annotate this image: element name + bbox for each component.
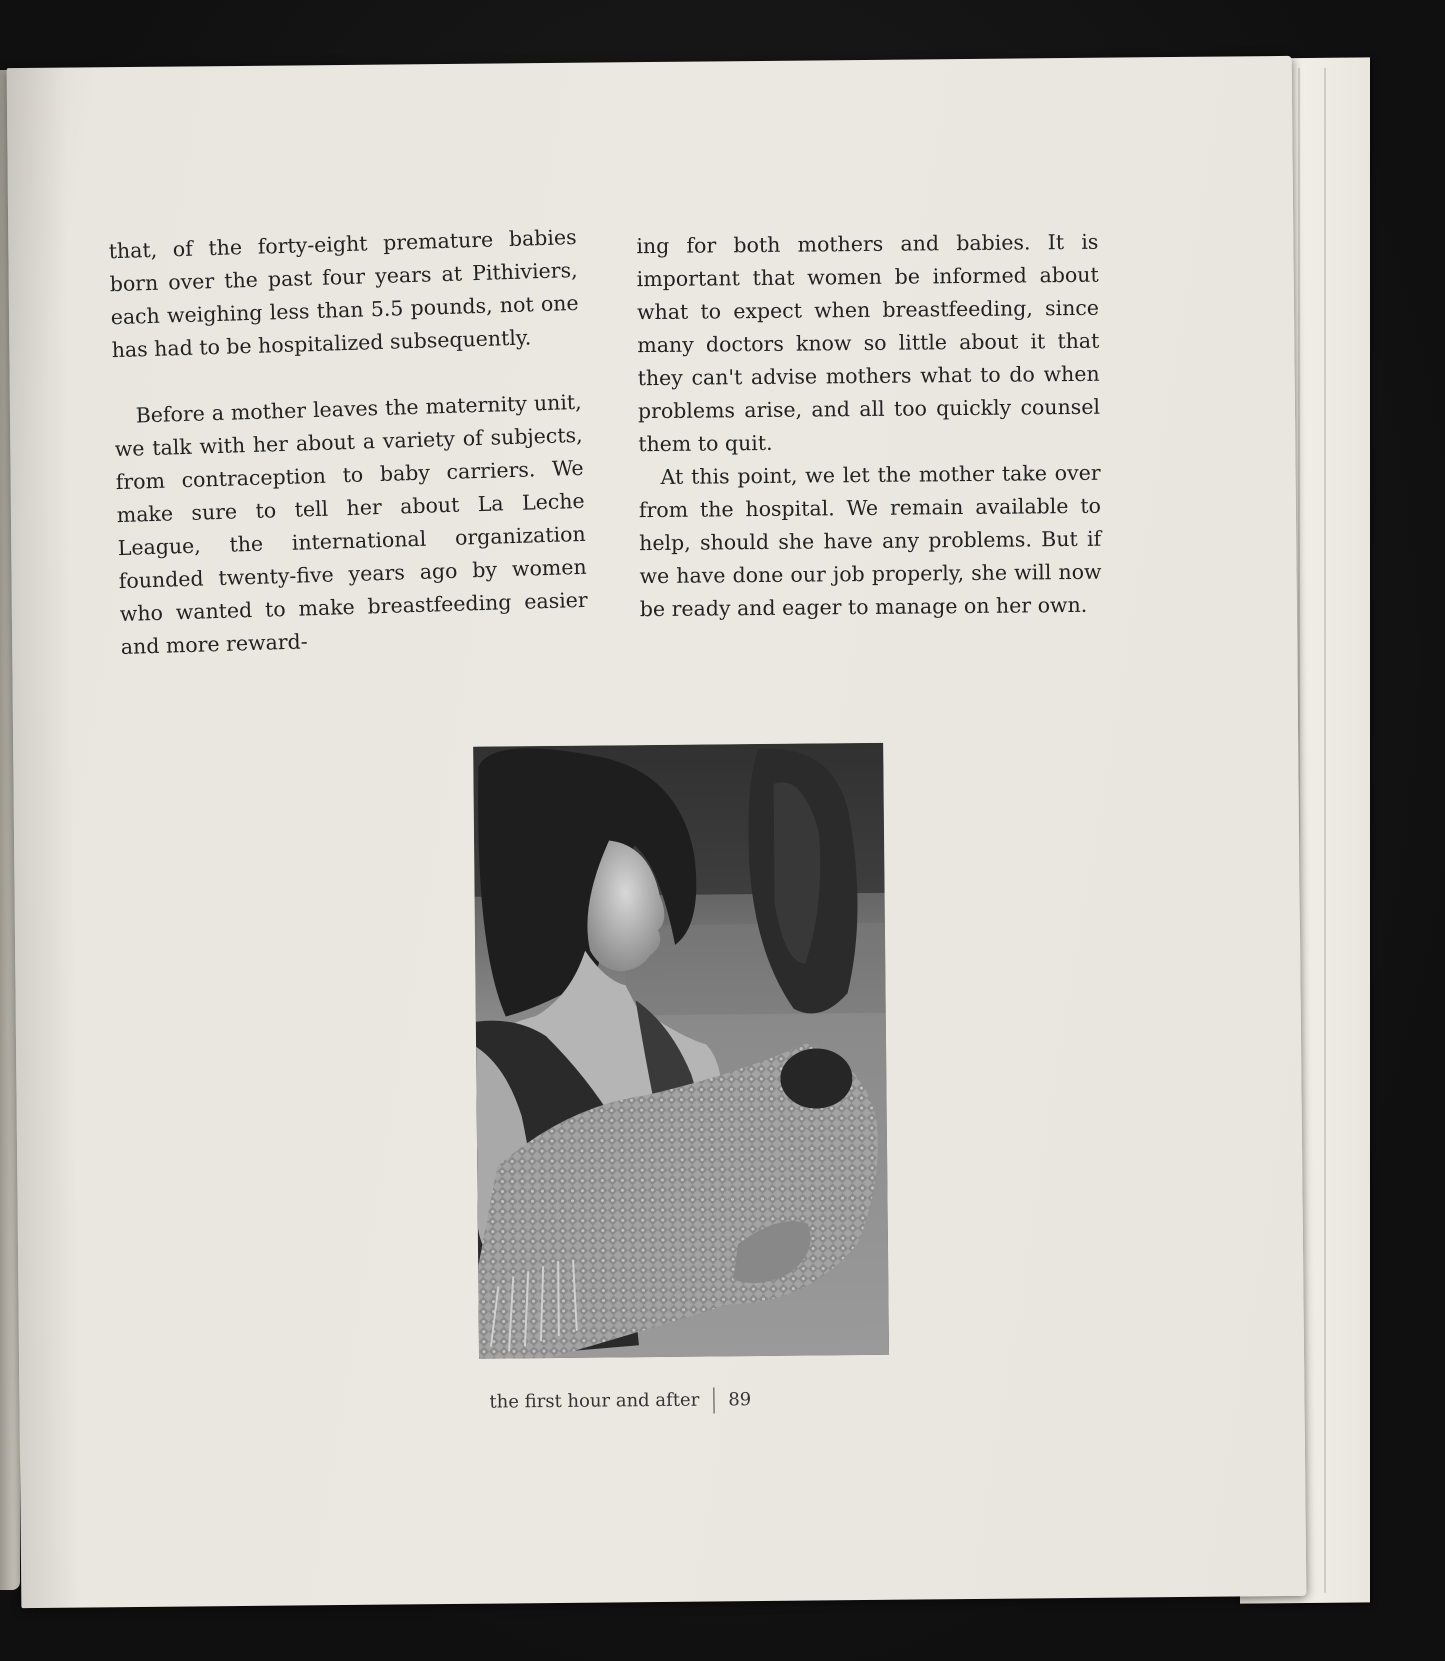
left-paragraph-2: Before a mother leaves the maternity unit, we talk with her about a variety of subjects, from contraception to baby carriers. We make sure to tell her about La Leche League, the international organization founded twenty-five years ago by women who wanted to make breastfeeding easier and more reward- xyxy=(114,389,588,660)
page-number: 89 xyxy=(728,1389,752,1411)
left-text-column xyxy=(108,221,589,664)
running-head: the first hour and after xyxy=(489,1389,700,1413)
book-page xyxy=(7,56,1307,1608)
page-footer xyxy=(489,1387,751,1416)
right-paragraph-1: ing for both mothers and babies. It is important that women be informed about what to expect when breastfeeding, since many doctors know so little about it that they can't advise mothers what to do when problems arise, and all too quickly counsel them to quit. xyxy=(636,229,1101,457)
right-paragraph-2: At this point, we let the mother take over from the hospital. We remain available to help, should she have any problems. But if we have done our job properly, she will now be ready and eager to manage on her own. xyxy=(638,460,1102,622)
footer-divider xyxy=(713,1387,714,1413)
left-paragraph-1: that, of the forty-eight premature babies born over the past four years at Pithiviers, each weighing less than 5.5 pounds, not one has had to be hospitalized subsequently. xyxy=(108,224,579,363)
right-text-column xyxy=(636,226,1102,626)
mother-baby-photo xyxy=(473,743,889,1359)
